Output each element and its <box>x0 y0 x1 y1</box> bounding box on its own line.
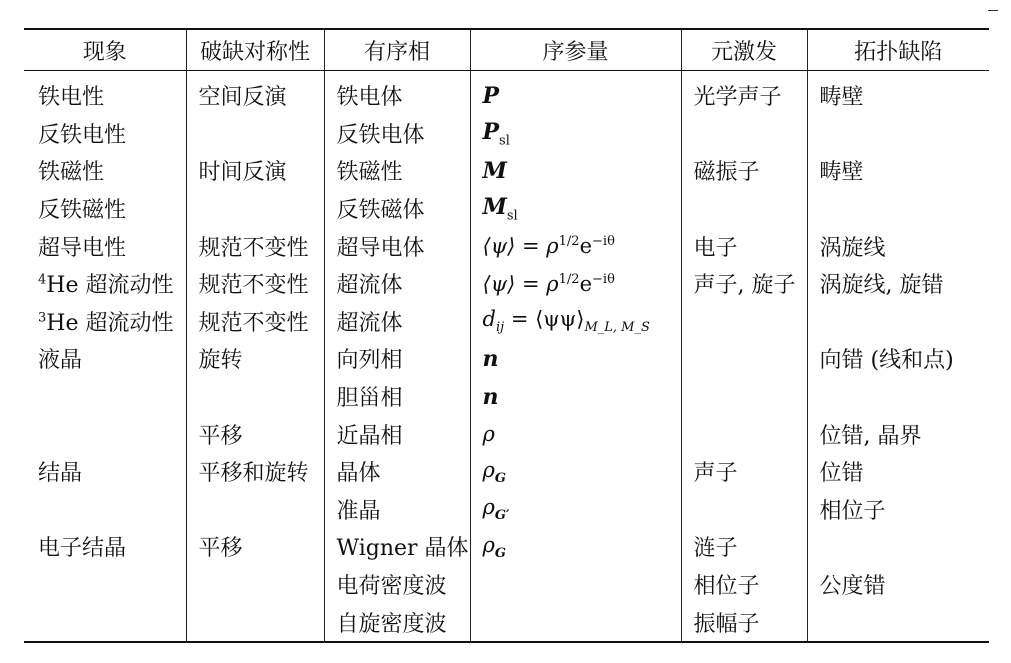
symmetry-breaking-table <box>24 28 989 643</box>
param-exponent-phase: −iθ <box>592 271 615 287</box>
cell-phase: 电荷密度波 <box>324 566 470 604</box>
param-rhs-subscript: M_L, M_S <box>584 320 650 336</box>
header-excitation: 元激发 <box>681 29 807 71</box>
cell-defect: 畴壁 <box>807 152 989 190</box>
cell-param <box>470 415 681 453</box>
param-exp-base: e <box>579 271 593 296</box>
cell-phase: 胆甾相 <box>324 378 470 416</box>
param-lhs: ⟨ψ⟩ = ρ <box>482 234 559 259</box>
cell-phase: 向列相 <box>324 340 470 378</box>
cell-param <box>470 378 681 416</box>
cell-defect: 相位子 <box>807 491 989 529</box>
cell-excitation <box>681 190 807 228</box>
cell-defect: 涡旋线 <box>807 227 989 265</box>
cell-defect: 位错, 晶界 <box>807 415 989 453</box>
cell-defect: 位错 <box>807 453 989 491</box>
cell-defect <box>807 603 989 642</box>
cell-param <box>470 453 681 491</box>
cell-param <box>470 265 681 303</box>
cell-phenomenon: 结晶 <box>38 461 83 487</box>
param-exponent: 1/2 <box>558 234 580 250</box>
param-subscript: G <box>494 470 506 486</box>
param-exponent: 1/2 <box>558 271 580 287</box>
cell-phase: 铁电体 <box>324 71 470 115</box>
cell-excitation: 磁振子 <box>681 152 807 190</box>
phenomenon-text: He 超流动性 <box>46 310 174 336</box>
cell-phenomenon: 铁磁性 <box>38 160 105 186</box>
param-exp-base: e <box>579 234 593 259</box>
cell-symmetry: 平移 <box>186 415 324 453</box>
cell-phenomenon <box>24 265 186 303</box>
cell-excitation <box>681 303 807 341</box>
cell-param <box>470 603 681 642</box>
cell-phase: 超导电体 <box>324 227 470 265</box>
header-broken-symmetry: 破缺对称性 <box>186 29 324 71</box>
cell-phenomenon: 铁电性 <box>38 85 105 111</box>
cell-defect: 公度错 <box>807 566 989 604</box>
table-row <box>24 415 989 453</box>
table-row <box>24 71 989 115</box>
cell-phenomenon <box>24 491 186 529</box>
cell-defect <box>807 190 989 228</box>
cell-param <box>470 115 681 153</box>
cell-phase: 晶体 <box>324 453 470 491</box>
cell-phenomenon <box>24 303 186 341</box>
table-row <box>24 603 989 642</box>
cell-phenomenon <box>24 566 186 604</box>
table-row <box>24 528 989 566</box>
table-row <box>24 152 989 190</box>
isotope-superscript: 3 <box>38 310 47 326</box>
table-row <box>24 340 989 378</box>
table-row <box>24 227 989 265</box>
param-lhs: d <box>482 307 496 332</box>
isotope-superscript: 4 <box>38 272 47 288</box>
cell-phase: 准晶 <box>324 491 470 529</box>
header-ordered-phase: 有序相 <box>324 29 470 71</box>
param-rho: ρ <box>482 532 495 557</box>
cell-param <box>470 71 681 115</box>
table-row <box>24 378 989 416</box>
cell-param <box>470 566 681 604</box>
cell-symmetry: 平移和旋转 <box>186 453 324 491</box>
cell-defect: 向错 (线和点) <box>807 340 989 378</box>
cell-param <box>470 528 681 566</box>
cell-symmetry: 空间反演 <box>186 71 324 115</box>
cell-symmetry: 规范不变性 <box>186 265 324 303</box>
param-symbol: n <box>482 345 499 372</box>
param-subscript: G′ <box>494 508 510 524</box>
corner-dash-mark <box>988 10 998 11</box>
param-rhs: = ⟨ψψ⟩ <box>504 307 585 332</box>
cell-symmetry: 时间反演 <box>186 152 324 190</box>
header-row <box>24 29 989 71</box>
param-subscript: sl <box>506 208 518 224</box>
cell-param <box>470 303 681 341</box>
cell-defect <box>807 115 989 153</box>
cell-param <box>470 152 681 190</box>
param-rho: ρ <box>482 457 495 482</box>
param-symbol: M <box>482 157 507 184</box>
cell-phenomenon: 反铁电性 <box>38 122 127 148</box>
table-row <box>24 190 989 228</box>
param-exponent-phase: −iθ <box>592 234 615 250</box>
cell-excitation <box>681 115 807 153</box>
table-row <box>24 115 989 153</box>
cell-defect: 涡旋线, 旋错 <box>807 265 989 303</box>
cell-defect <box>807 528 989 566</box>
cell-defect <box>807 303 989 341</box>
cell-symmetry <box>186 190 324 228</box>
param-rho: ρ <box>482 495 495 520</box>
cell-phenomenon: 液晶 <box>38 348 83 374</box>
cell-symmetry <box>186 566 324 604</box>
cell-symmetry: 旋转 <box>186 340 324 378</box>
table-row <box>24 491 989 529</box>
param-symbol: P <box>482 82 500 109</box>
cell-phenomenon: 超导电性 <box>38 235 127 261</box>
header-topological-defect: 拓扑缺陷 <box>807 29 989 71</box>
param-lhs: ⟨ψ⟩ = ρ <box>482 271 559 296</box>
cell-excitation <box>681 415 807 453</box>
cell-phase: 超流体 <box>324 265 470 303</box>
cell-excitation: 电子 <box>681 227 807 265</box>
param-subscript: G <box>494 546 506 562</box>
cell-phenomenon: 反铁磁性 <box>38 198 127 224</box>
header-phenomenon: 现象 <box>24 29 186 71</box>
cell-excitation <box>681 378 807 416</box>
table-row <box>24 265 989 303</box>
table-row <box>24 453 989 491</box>
cell-symmetry <box>186 378 324 416</box>
cell-symmetry: 规范不变性 <box>186 303 324 341</box>
cell-excitation <box>681 491 807 529</box>
cell-phase: Wigner 晶体 <box>324 528 470 566</box>
cell-excitation <box>681 340 807 378</box>
param-subscript: sl <box>499 133 510 149</box>
header-order-parameter: 序参量 <box>470 29 681 71</box>
cell-phenomenon <box>24 603 186 642</box>
cell-excitation: 光学声子 <box>681 71 807 115</box>
cell-symmetry: 规范不变性 <box>186 227 324 265</box>
cell-phase: 反铁磁体 <box>324 190 470 228</box>
cell-phase: 超流体 <box>324 303 470 341</box>
cell-symmetry <box>186 491 324 529</box>
cell-defect: 畴壁 <box>807 71 989 115</box>
cell-phase: 铁磁性 <box>324 152 470 190</box>
cell-excitation: 涟子 <box>681 528 807 566</box>
cell-param <box>470 340 681 378</box>
cell-param <box>470 190 681 228</box>
cell-excitation: 声子 <box>681 453 807 491</box>
cell-phase: 反铁电体 <box>324 115 470 153</box>
param-symbol: M <box>482 193 507 220</box>
cell-phase: 近晶相 <box>324 415 470 453</box>
cell-phenomenon: 电子结晶 <box>38 536 127 562</box>
phenomenon-text: He 超流动性 <box>46 273 174 299</box>
param-symbol: P <box>482 118 500 145</box>
cell-phase: 自旋密度波 <box>324 603 470 642</box>
symmetry-breaking-table-container <box>24 28 989 643</box>
cell-symmetry: 平移 <box>186 528 324 566</box>
cell-param <box>470 227 681 265</box>
cell-phenomenon <box>24 415 186 453</box>
param-lhs-subscript: ij <box>495 320 505 336</box>
param-symbol: n <box>482 383 499 410</box>
cell-param <box>470 491 681 529</box>
cell-symmetry <box>186 115 324 153</box>
cell-excitation: 声子, 旋子 <box>681 265 807 303</box>
table-row <box>24 566 989 604</box>
cell-excitation: 振幅子 <box>681 603 807 642</box>
cell-defect <box>807 378 989 416</box>
param-rho: ρ <box>482 422 495 447</box>
cell-symmetry <box>186 603 324 642</box>
cell-phenomenon <box>24 378 186 416</box>
cell-excitation: 相位子 <box>681 566 807 604</box>
table-row <box>24 303 989 341</box>
